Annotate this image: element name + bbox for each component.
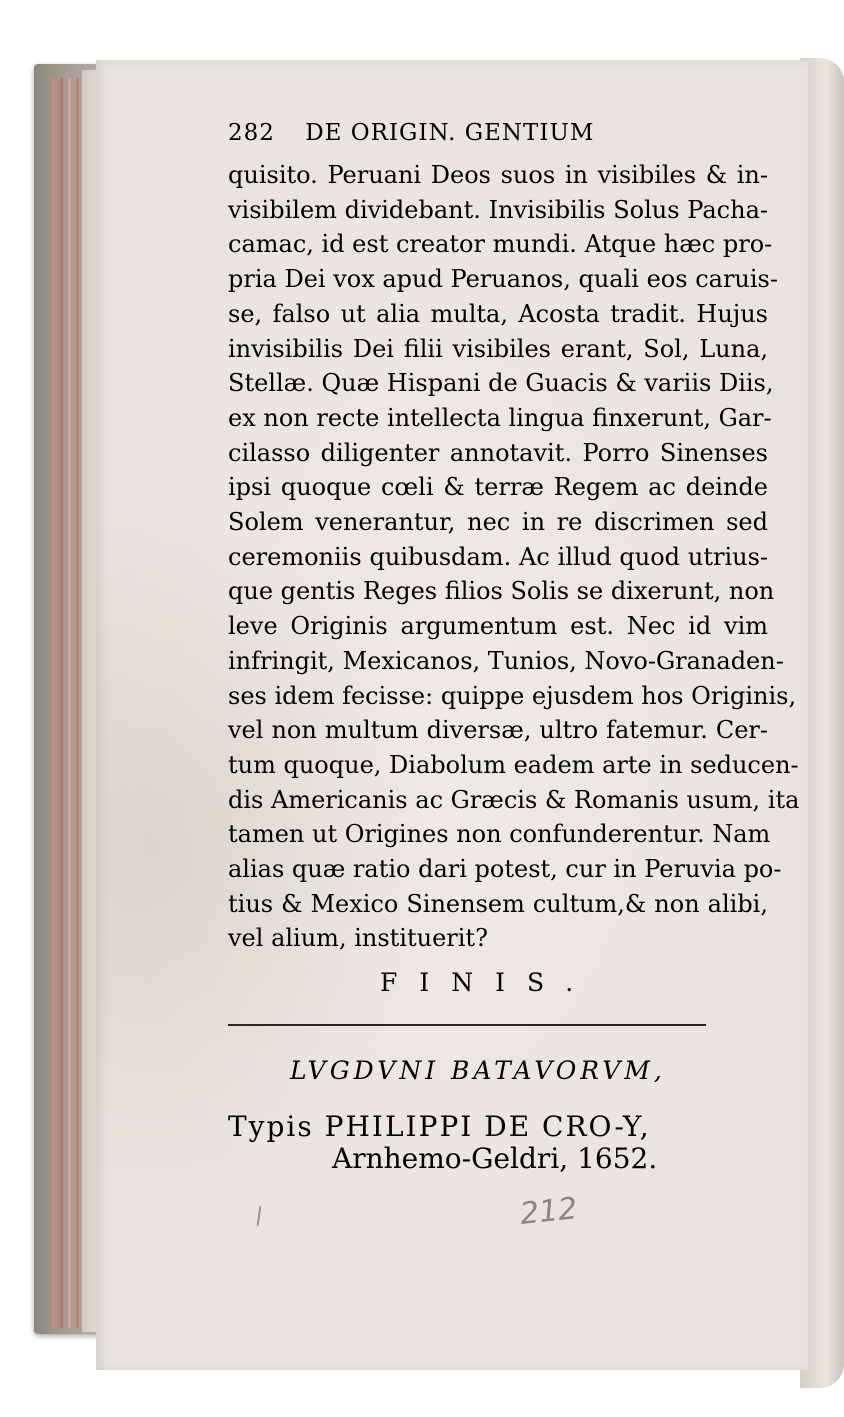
imprint-place: LVGDVNI BATAVORVM, xyxy=(290,1056,666,1085)
text-line: tamen ut Origines non confunderentur. Nam xyxy=(228,820,771,849)
text-line: tum quoque, Diabolum eadem arte in seducen- xyxy=(228,750,799,779)
text-line: que gentis Reges filios Solis se dixerunt, non xyxy=(228,577,775,606)
text-line: ex non recte intellecta lingua finxerunt, Gar- xyxy=(228,403,772,432)
text-line: ceremoniis quibusdam. Ac illud quod utrius- xyxy=(228,542,768,571)
page-edge xyxy=(60,78,63,1328)
imprint-location-date: Arnhemo-Geldri, 1652. xyxy=(332,1142,658,1175)
text-line: visibilem dividebant. Invisibilis Solus Pacha- xyxy=(228,195,768,224)
text-line: tius & Mexico Sinensem cultum,& non alibi, xyxy=(228,889,768,918)
text-line: Stellæ. Quæ Hispani de Guacis & variis Diis, xyxy=(228,369,774,398)
text-line: cilasso diligenter annotavit. Porro Sinenses xyxy=(228,438,768,467)
text-line: vel alium, instituerit? xyxy=(228,924,488,953)
text-line: leve Originis argumentum est. Nec id vim xyxy=(228,612,768,641)
page-number: 282 xyxy=(228,120,275,146)
text-line: camac, id est creator mundi. Atque hæc pro- xyxy=(228,230,773,259)
text-line: Solem venerantur, nec in re discrimen sed xyxy=(228,508,768,536)
finis: FINIS. xyxy=(380,968,596,997)
text-line: alias quæ ratio dari potest, cur in Peruvia po- xyxy=(228,855,782,883)
text-line: ipsi quoque cœli & terræ Regem ac deinde xyxy=(228,473,768,502)
text-line: invisibilis Dei filii visibiles erant, Sol, Luna, xyxy=(228,334,768,363)
text-line: se, falso ut alia multa, Acosta tradit. Hujus xyxy=(228,299,768,328)
text-line: dis Americanis ac Græcis & Romanis usum, ita xyxy=(228,785,800,814)
page-edge xyxy=(68,78,71,1328)
running-title: DE ORIGIN. GENTIUM xyxy=(305,120,595,146)
text-line: quisito. Peruani Deos suos in visibiles & in- xyxy=(228,161,768,189)
page-edge xyxy=(52,78,55,1328)
running-head xyxy=(228,120,688,146)
imprint-printer: Typis PHILIPPI DE CRO-Y, xyxy=(228,1110,651,1143)
page-edge xyxy=(76,78,79,1328)
text-line: vel non multum diversæ, ultro fatemur. Cer- xyxy=(228,716,768,745)
pencil-annotation: 212 xyxy=(518,1191,579,1232)
text-line: infringit, Mexicanos, Tunios, Novo-Granaden- xyxy=(228,646,784,675)
divider-rule xyxy=(228,1024,706,1026)
text-line: ses idem fecisse: quippe ejusdem hos Originis, xyxy=(228,681,797,710)
text-line: pria Dei vox apud Peruanos, quali eos caruis- xyxy=(228,265,778,294)
